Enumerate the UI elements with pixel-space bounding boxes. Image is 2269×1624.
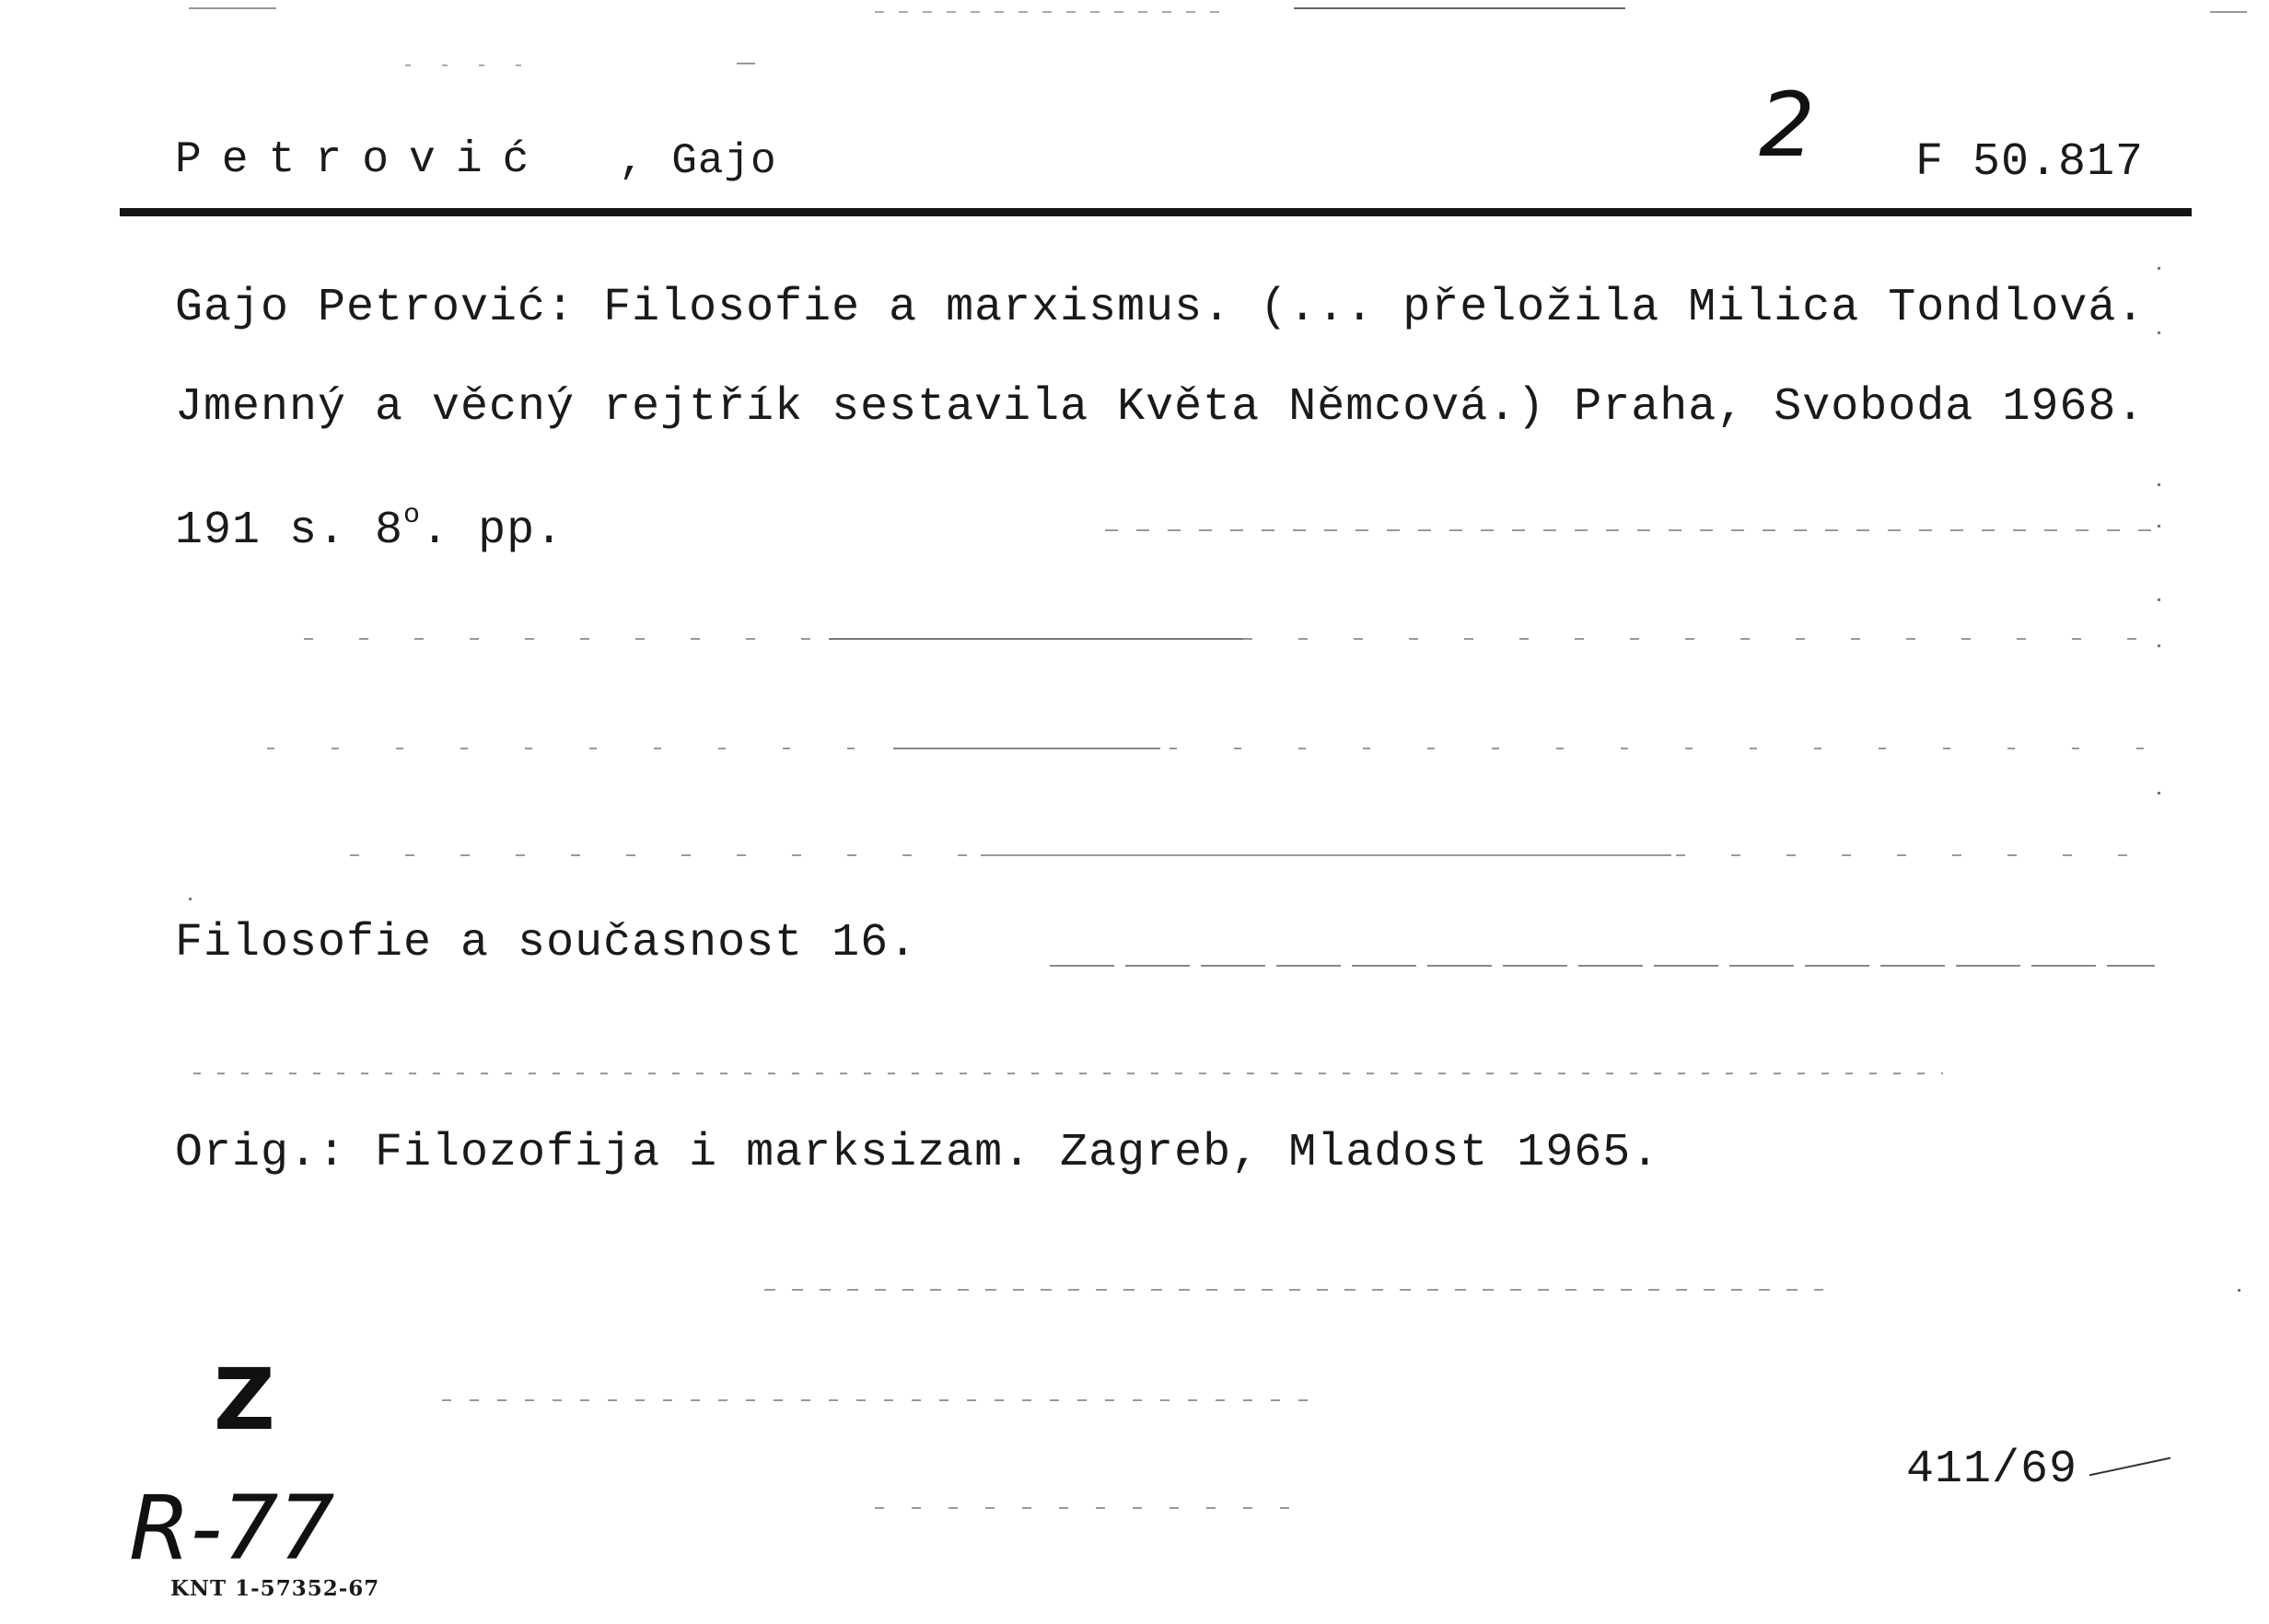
margin-dot: [189, 898, 192, 900]
heading-surname: Petrović: [175, 135, 550, 185]
handwritten-letter: Z: [214, 1351, 275, 1449]
margin-dot: [2158, 598, 2160, 601]
format-degree: o: [403, 500, 422, 531]
guideline: [442, 1399, 1326, 1401]
margin-dot: [2158, 331, 2160, 334]
collation-suffix: . pp.: [421, 505, 564, 557]
margin-dot: [2158, 267, 2160, 270]
entry-line-3: [175, 500, 564, 557]
heading-rule: [120, 208, 2192, 216]
scan-mark: [189, 7, 276, 9]
copy-number: 2: [1759, 74, 1816, 177]
card-print-code: KNT 1-57352-67: [170, 1576, 380, 1601]
acquisition-stroke: [2089, 1457, 2170, 1477]
scan-mark: [875, 11, 1234, 13]
scan-mark: [737, 63, 755, 64]
guideline: [1050, 965, 2155, 967]
margin-dot: [2238, 1289, 2240, 1292]
guideline: [1105, 529, 2155, 531]
guideline: [875, 1507, 1298, 1509]
scan-mark: [1294, 7, 1625, 9]
guideline: [193, 1073, 1943, 1074]
scan-mark: [405, 64, 534, 66]
scan-mark: [2210, 11, 2247, 13]
acquisition-number: 411/69: [1906, 1444, 2078, 1496]
collation-pages: 191 s. 8: [175, 505, 404, 557]
margin-dot: [2158, 525, 2160, 528]
original-title-note: Orig.: Filozofija i marksizam. Zagreb, Mladost 1965.: [175, 1127, 1660, 1179]
margin-dot: [2158, 483, 2160, 486]
series-note: Filosofie a současnost 16.: [175, 917, 918, 969]
entry-line-1: Gajo Petrović: Filosofie a marxismus. (... přeložila Milica Tondlová.: [175, 282, 2146, 334]
heading-firstname: , Gajo: [619, 137, 777, 185]
handwritten-shelf-mark: R-77: [129, 1477, 335, 1580]
guideline: [893, 748, 1160, 749]
margin-dot: [2158, 644, 2160, 647]
guideline: [829, 638, 1243, 640]
guideline: [981, 854, 1671, 856]
entry-line-2: Jmenný a věcný rejtřík sestavila Květa Němcová.) Praha, Svoboda 1968.: [175, 381, 2146, 434]
guideline: [764, 1289, 1823, 1291]
margin-dot: [2158, 792, 2160, 795]
guideline: [267, 748, 2155, 749]
call-signature: F 50.817: [1915, 136, 2145, 189]
